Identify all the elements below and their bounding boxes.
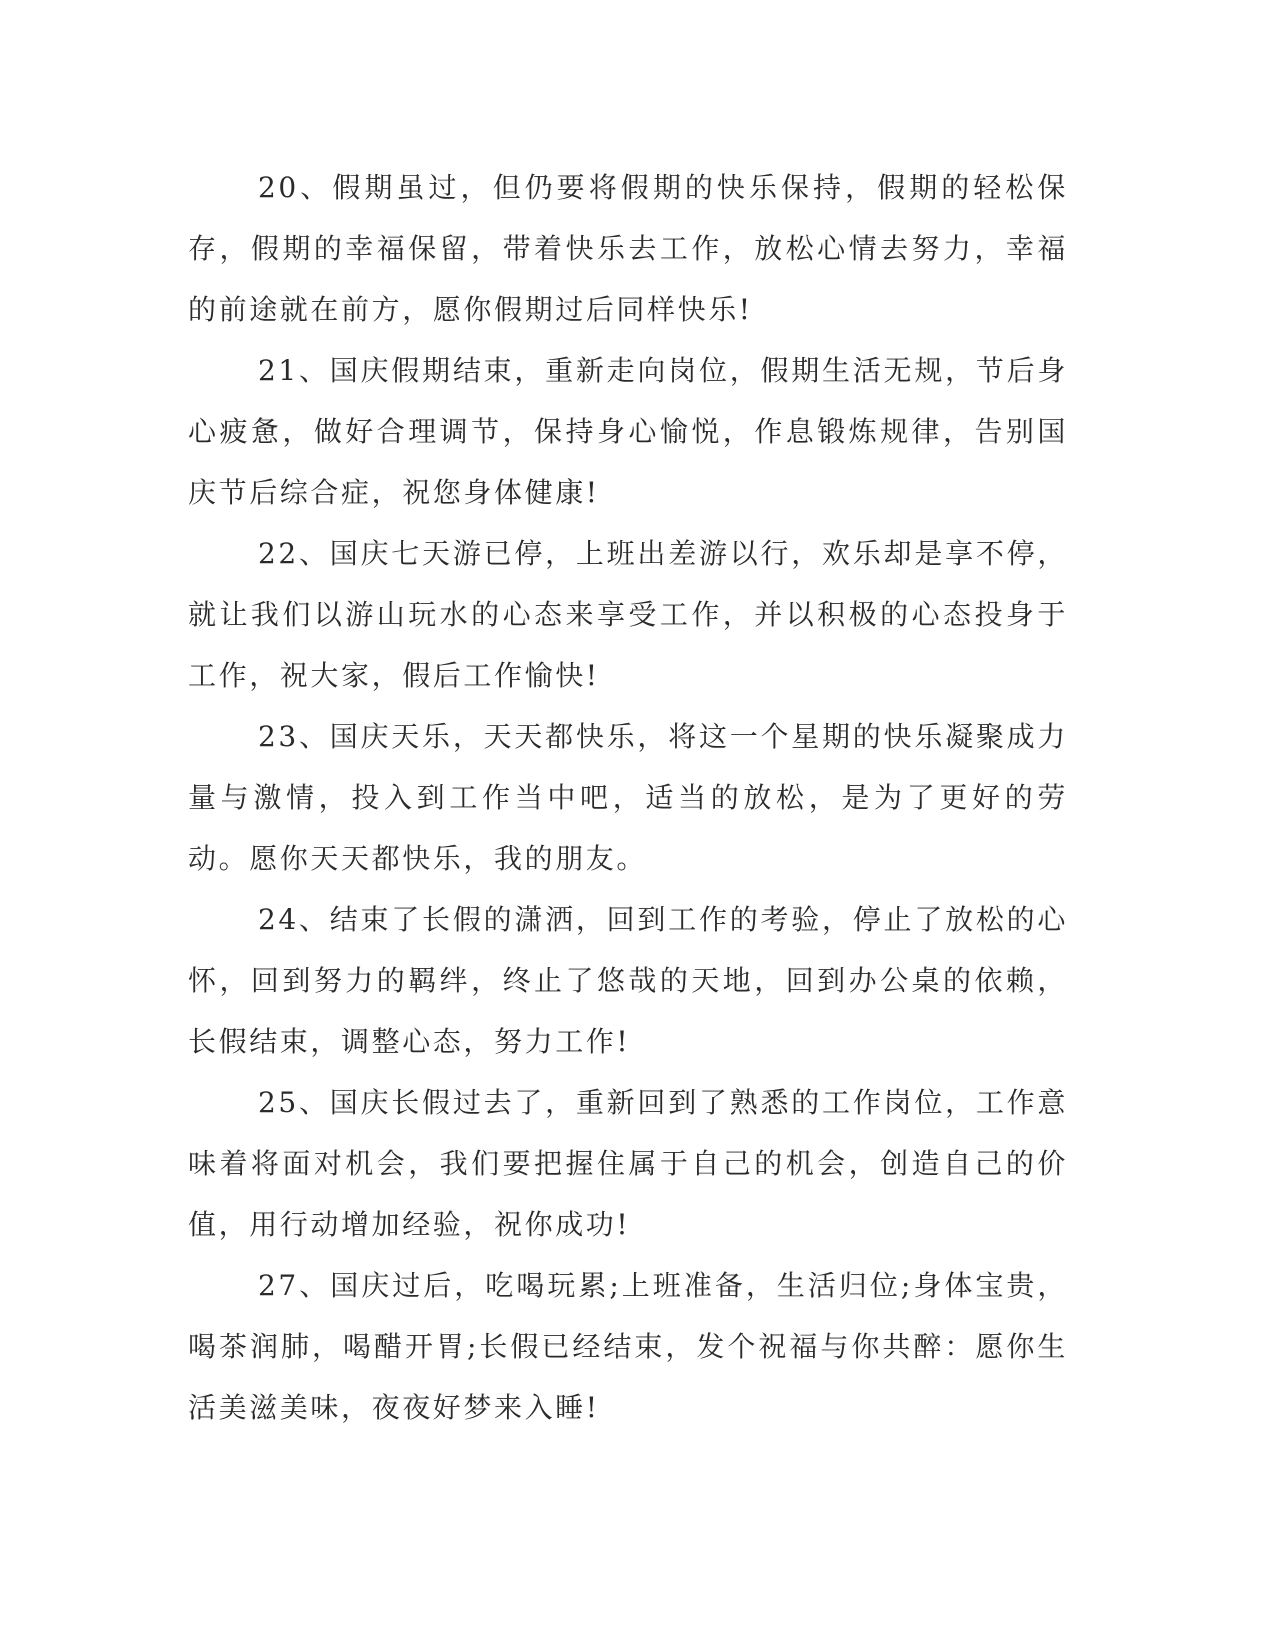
paragraph-25: 25、国庆长假过去了，重新回到了熟悉的工作岗位，工作意味着将面对机会，我们要把握住属于自己的机会，创造自己的价值，用行动增加经验，祝你成功! — [188, 1086, 1068, 1241]
paragraph-20: 20、假期虽过，但仍要将假期的快乐保持，假期的轻松保存，假期的幸福保留，带着快乐去工作，放松心情去努力，幸福的前途就在前方，愿你假期过后同样快乐! — [188, 171, 1068, 326]
paragraph-22: 22、国庆七天游已停，上班出差游以行，欢乐却是享不停，就让我们以游山玩水的心态来享受工作，并以积极的心态投身于工作，祝大家，假后工作愉快! — [188, 537, 1068, 692]
paragraph-21: 21、国庆假期结束，重新走向岗位，假期生活无规，节后身心疲惫，做好合理调节，保持身心愉悦，作息锻炼规律，告别国庆节后综合症，祝您身体健康! — [188, 354, 1068, 509]
document-body — [188, 157, 1068, 1438]
paragraph-27: 27、国庆过后，吃喝玩累;上班准备，生活归位;身体宝贵，喝茶润肺，喝醋开胃;长假已经结束，发个祝福与你共醉：愿你生活美滋美味，夜夜好梦来入睡! — [188, 1269, 1068, 1424]
paragraph-23: 23、国庆天乐，天天都快乐，将这一个星期的快乐凝聚成力量与激情，投入到工作当中吧，适当的放松，是为了更好的劳动。愿你天天都快乐，我的朋友。 — [188, 720, 1068, 875]
paragraph-24: 24、结束了长假的潇洒，回到工作的考验，停止了放松的心怀，回到努力的羁绊，终止了悠哉的天地，回到办公桌的依赖，长假结束，调整心态，努力工作! — [188, 903, 1068, 1058]
